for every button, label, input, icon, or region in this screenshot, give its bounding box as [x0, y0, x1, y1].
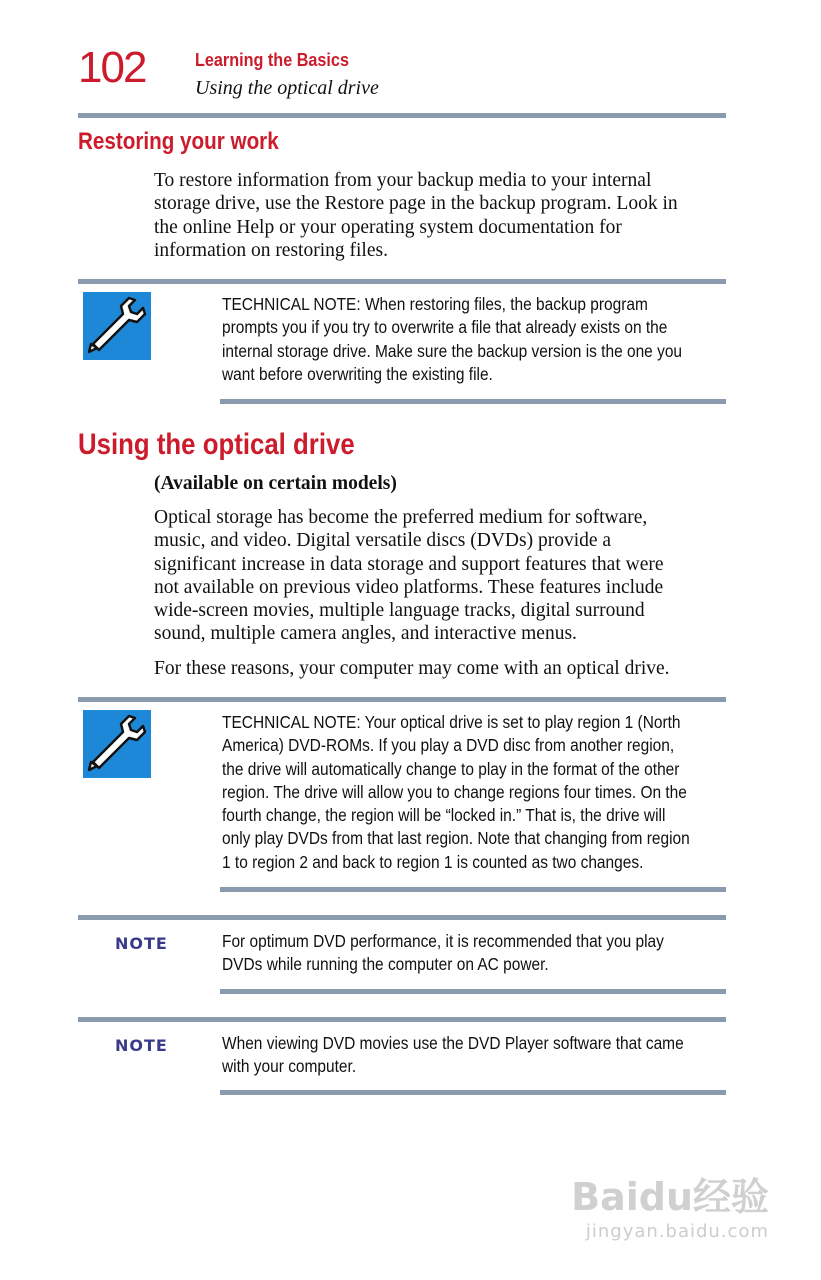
text-line: For optimum DVD performance, it is recommended that you play	[222, 931, 664, 951]
header-rule	[78, 113, 726, 118]
tech-note-bottom-rule	[220, 887, 726, 892]
text-line: DVDs while running the computer on AC power.	[222, 954, 549, 975]
text-line: sound, multiple camera angles, and interactive menus.	[154, 623, 577, 645]
note-label: NOTE	[115, 934, 168, 953]
note-dvd-performance	[222, 930, 726, 977]
tech-note-restoring	[222, 293, 726, 386]
text-line: TECHNICAL NOTE: When restoring files, the backup program	[222, 294, 648, 314]
watermark-url: jingyan.baidu.com	[585, 1221, 769, 1242]
heading-optical-drive: Using the optical drive	[78, 428, 355, 461]
text-line: TECHNICAL NOTE: Your optical drive is set to play region 1 (North	[222, 712, 681, 732]
wrench-icon	[83, 710, 151, 778]
text-line: 1 to region 2 and back to region 1 is counted as two changes.	[222, 851, 644, 872]
text-line: prompts you if you try to overwrite a file that already exists on the	[222, 317, 668, 338]
text-line: Optical storage has become the preferred medium for software,	[154, 507, 648, 528]
text-line: music, and video. Digital versatile discs (DVDs) provide a	[154, 530, 612, 552]
text-line: region. The drive will allow you to change regions four times. On the	[222, 781, 687, 802]
text-line: To restore information from your backup media to your internal	[154, 170, 652, 191]
watermark-logo-text: Baidu经验	[571, 1175, 769, 1219]
text-line: only play DVDs from that last region. Note that changing from region	[222, 828, 690, 849]
availability-note: (Available on certain models)	[154, 473, 397, 494]
text-line: the drive will automatically change to play in the format of the other	[222, 758, 680, 779]
text-line: America) DVD-ROMs. If you play a DVD disc from another region,	[222, 735, 675, 756]
wrench-icon	[83, 292, 151, 360]
heading-restoring: Restoring your work	[78, 128, 279, 155]
section-subtitle: Using the optical drive	[195, 77, 379, 99]
text-line: wide-screen movies, multiple language tracks, digital surround	[154, 600, 645, 622]
optical-reason: For these reasons, your computer may come with an optical drive.	[154, 658, 670, 679]
restoring-paragraph	[154, 169, 734, 262]
text-line: with your computer.	[222, 1056, 357, 1077]
note-bottom-rule	[220, 989, 726, 994]
tech-note-bottom-rule	[220, 399, 726, 404]
text-line: fourth change, the region will be “locked in.” That is, the drive will	[222, 805, 666, 826]
page-number: 102	[78, 43, 146, 92]
text-line: want before overwriting the existing file.	[222, 363, 493, 384]
note-label: NOTE	[115, 1036, 168, 1055]
note-bottom-rule	[220, 1090, 726, 1095]
text-line: When viewing DVD movies use the DVD Player software that came	[222, 1033, 684, 1053]
tech-note-top-rule	[78, 697, 726, 702]
optical-paragraph	[154, 506, 734, 646]
chapter-title: Learning the Basics	[195, 50, 349, 70]
text-line: internal storage drive. Make sure the backup version is the one you	[222, 340, 683, 361]
baidu-watermark	[571, 1166, 769, 1242]
tech-note-top-rule	[78, 279, 726, 284]
text-line: storage drive, use the Restore page in the backup program. Look in	[154, 193, 678, 215]
note-dvd-player	[222, 1032, 726, 1079]
text-line: information on restoring files.	[154, 239, 388, 261]
text-line: the online Help or your operating system documentation for	[154, 216, 622, 238]
note-top-rule	[78, 915, 726, 920]
note-top-rule	[78, 1017, 726, 1022]
text-line: not available on previous video platforms. These features include	[154, 576, 664, 598]
tech-note-region	[222, 711, 726, 874]
text-line: significant increase in data storage and support features that were	[154, 553, 664, 575]
